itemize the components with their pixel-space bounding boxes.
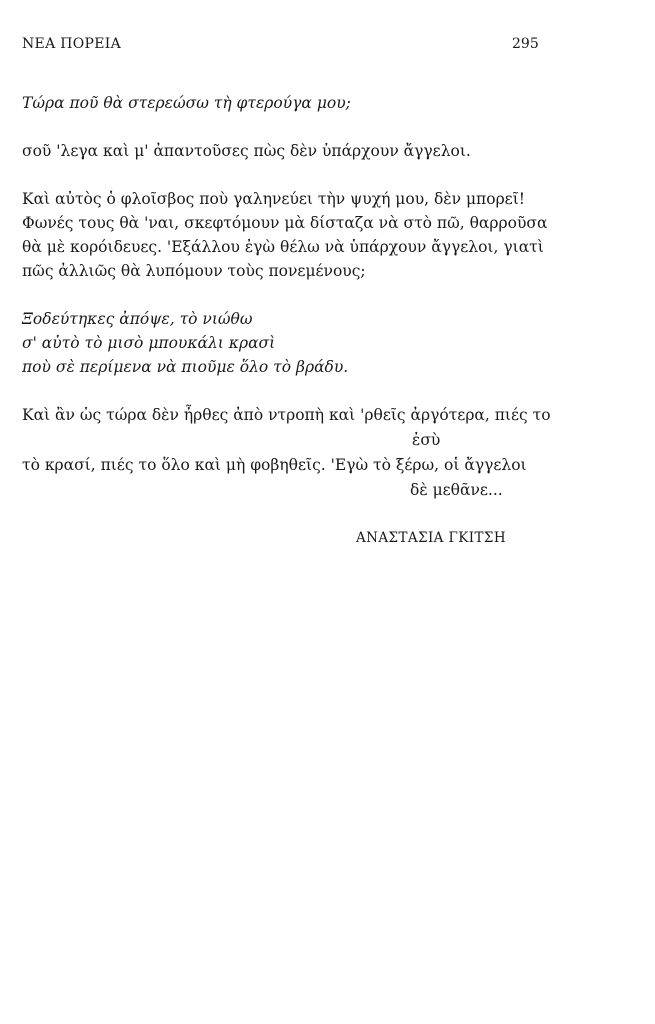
running-title: ΝΕΑ ΠΟΡΕΙΑ (22, 36, 121, 52)
poem-line: Καὶ αὐτὸς ὁ φλοῖσβος ποὺ γαληνεύει τὴν ψυχή μου, δὲν μπορεῖ! (22, 190, 526, 208)
poem-line: Ξοδεύτηκες ἀπόψε, τὸ νιώθω (22, 310, 253, 328)
poem-line: σ' αὐτὸ τὸ μισὸ μπουκάλι κρασὶ (22, 334, 276, 352)
poem-line: Φωνές τους θὰ 'ναι, σκεφτόμουν μὰ δίσταζα νὰ στὸ πῶ, θαρροῦσα (22, 214, 548, 232)
page-number: 295 (512, 36, 539, 52)
poem-line: ποὺ σὲ περίμενα νὰ πιοῦμε ὅλο τὸ βράδυ. (22, 358, 349, 376)
poem-line-continuation: δὲ μεθᾶνε... (410, 481, 503, 499)
poem-line: σοῦ 'λεγα καὶ μ' ἀπαντοῦσες πὼς δὲν ὑπάρχουν ἄγγελοι. (22, 142, 471, 160)
poem-line: πῶς ἀλλιῶς θὰ λυπόμουν τοὺς πονεμένους; (22, 262, 366, 280)
poem-line: Καὶ ἂν ὡς τώρα δὲν ἦρθες ἀπὸ ντροπὴ καὶ 'ρθεῖς ἀργότερα, πιές το (22, 406, 551, 424)
author-signature: ΑΝΑΣΤΑΣΙΑ ΓΚΙΤΣΗ (356, 530, 507, 546)
poem-line: Τώρα ποῦ θὰ στερεώσω τὴ φτερούγα μου; (22, 94, 351, 112)
poem-line: τὸ κρασί, πιές το ὅλο καὶ μὴ φοβηθεῖς. 'Εγὼ τὸ ξέρω, οἱ ἄγγελοι (22, 456, 527, 474)
poem-line-continuation: ἐσὺ (412, 431, 441, 449)
poem-line: θὰ μὲ κορόιδευες. 'Εξάλλου ἐγὼ θέλω νὰ ὑπάρχουν ἄγγελοι, γιατὶ (22, 238, 544, 256)
